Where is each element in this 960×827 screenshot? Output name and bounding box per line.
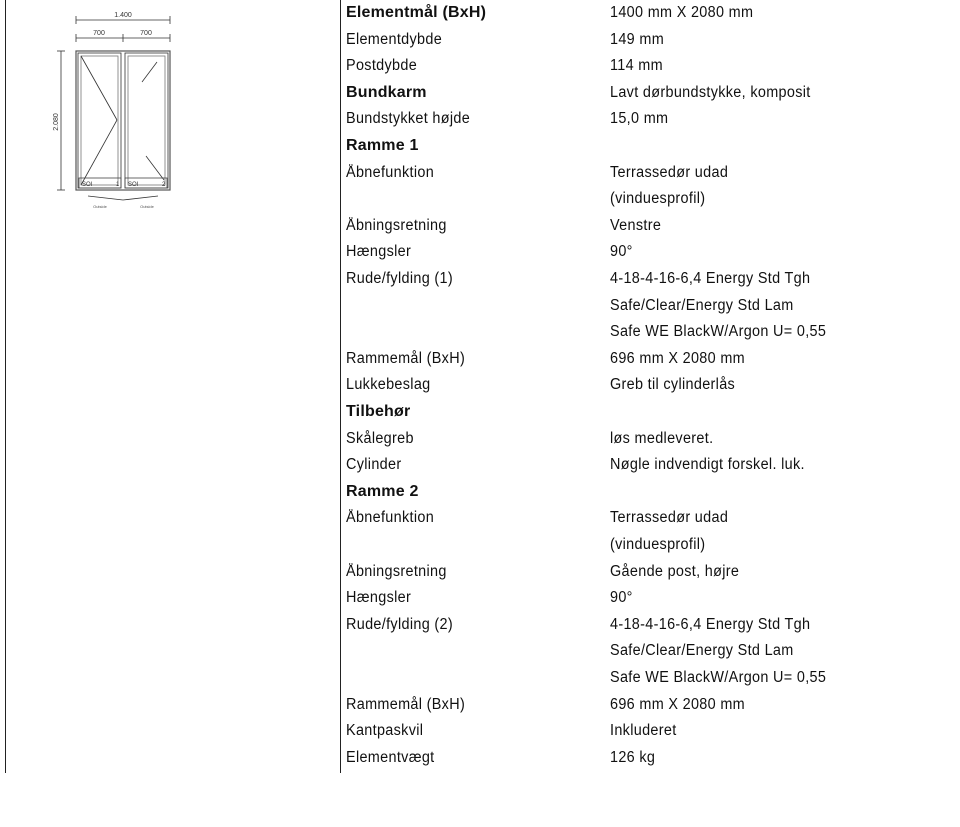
spec-row <box>346 27 946 53</box>
outside-markers <box>88 196 158 209</box>
spec-label: Åbningsretning <box>346 563 447 580</box>
spec-value: Terrassedør udad <box>610 509 729 526</box>
spec-value: 90° <box>610 243 633 260</box>
spec-row <box>346 718 946 744</box>
section-heading: Ramme 1 <box>346 137 419 154</box>
spec-row <box>346 133 946 159</box>
section-heading: Ramme 2 <box>346 483 419 500</box>
spec-row <box>346 53 946 79</box>
left-sash-label: SOI <box>82 182 93 188</box>
spec-value: Safe/Clear/Energy Std Lam <box>610 642 794 659</box>
spec-label: Elementdybde <box>346 31 443 48</box>
spec-value: (vinduesprofil) <box>610 536 706 553</box>
split-dimension <box>76 30 170 42</box>
spec-label: Bundstykket højde <box>346 110 471 127</box>
spec-row <box>346 479 946 505</box>
spec-row <box>346 0 946 26</box>
spec-value: Nøgle indvendigt forskel. luk. <box>610 456 805 473</box>
spec-row <box>346 585 946 611</box>
spec-value: 126 kg <box>610 749 656 766</box>
right-sash-label: SOI <box>128 182 139 188</box>
spec-value: 90° <box>610 589 633 606</box>
spec-row <box>346 239 946 265</box>
spec-value: Gående post, højre <box>610 563 740 580</box>
spec-label: Hængsler <box>346 243 412 260</box>
spec-row <box>346 638 946 664</box>
spec-row <box>346 266 946 292</box>
spec-label: Åbnefunktion <box>346 509 435 526</box>
spec-row <box>346 399 946 425</box>
height-dimension <box>53 51 65 190</box>
spec-value: 1400 mm X 2080 mm <box>610 4 754 21</box>
spec-value: Inkluderet <box>610 722 677 739</box>
spec-label: Åbningsretning <box>346 217 447 234</box>
spec-row <box>346 452 946 478</box>
spec-row <box>346 532 946 558</box>
spec-row <box>346 160 946 186</box>
spec-value: 696 mm X 2080 mm <box>610 350 745 367</box>
spec-label: Postdybde <box>346 57 418 74</box>
spec-value: løs medleveret. <box>610 430 714 447</box>
spec-row <box>346 426 946 452</box>
spec-value: Venstre <box>610 217 662 234</box>
outside-left-label: Outside <box>93 204 107 209</box>
spec-value: Safe WE BlackW/Argon U= 0,55 <box>610 323 827 340</box>
spec-row <box>346 106 946 132</box>
outside-right-label: Outside <box>140 204 154 209</box>
spec-label: Rude/fylding (1) <box>346 270 453 287</box>
spec-label: Elementvægt <box>346 749 435 766</box>
spec-label: Lukkebeslag <box>346 376 431 393</box>
spec-row <box>346 505 946 531</box>
spec-label: Hængsler <box>346 589 412 606</box>
right-sash <box>125 53 168 188</box>
spec-value: Safe WE BlackW/Argon U= 0,55 <box>610 669 827 686</box>
spec-row <box>346 559 946 585</box>
spec-row <box>346 213 946 239</box>
spec-row <box>346 665 946 691</box>
spec-row <box>346 186 946 212</box>
section-heading: Elementmål (BxH) <box>346 4 487 21</box>
width-dimension <box>76 12 170 24</box>
left-sash <box>78 53 121 188</box>
spec-label: Kantpaskvil <box>346 722 424 739</box>
spec-row <box>346 293 946 319</box>
spec-value: 696 mm X 2080 mm <box>610 696 745 713</box>
spec-label: Rammemål (BxH) <box>346 696 466 713</box>
total-width-label: 1.400 <box>114 12 132 19</box>
spec-row <box>346 692 946 718</box>
spec-label: Rammemål (BxH) <box>346 350 466 367</box>
spec-row <box>346 745 946 771</box>
spec-label: Cylinder <box>346 456 402 473</box>
spec-row <box>346 346 946 372</box>
spec-row <box>346 319 946 345</box>
section-heading: Bundkarm <box>346 84 427 101</box>
height-label: 2.080 <box>53 113 60 131</box>
door-drawing <box>40 0 190 215</box>
column-divider-line <box>340 0 341 773</box>
spec-label: Rude/fylding (2) <box>346 616 453 633</box>
spec-value: Lavt dørbundstykke, komposit <box>610 84 811 101</box>
spec-value: 114 mm <box>610 57 663 74</box>
spec-row <box>346 372 946 398</box>
spec-value: 149 mm <box>610 31 665 48</box>
spec-value: 15,0 mm <box>610 110 669 127</box>
spec-value: Safe/Clear/Energy Std Lam <box>610 297 794 314</box>
spec-label: Åbnefunktion <box>346 164 435 181</box>
spec-value: Terrassedør udad <box>610 164 729 181</box>
right-width-label: 700 <box>140 30 152 37</box>
spec-value: 4-18-4-16-6,4 Energy Std Tgh <box>610 270 811 287</box>
spec-label: Skålegreb <box>346 430 414 447</box>
left-sash-number: 1 <box>116 182 120 188</box>
spec-row <box>346 80 946 106</box>
spec-value: 4-18-4-16-6,4 Energy Std Tgh <box>610 616 811 633</box>
section-heading: Tilbehør <box>346 403 411 420</box>
left-width-label: 700 <box>93 30 105 37</box>
left-border-line <box>5 0 6 773</box>
spec-value: Greb til cylinderlås <box>610 376 736 393</box>
right-sash-number: 2 <box>162 182 166 188</box>
spec-value: (vinduesprofil) <box>610 190 706 207</box>
spec-row <box>346 612 946 638</box>
